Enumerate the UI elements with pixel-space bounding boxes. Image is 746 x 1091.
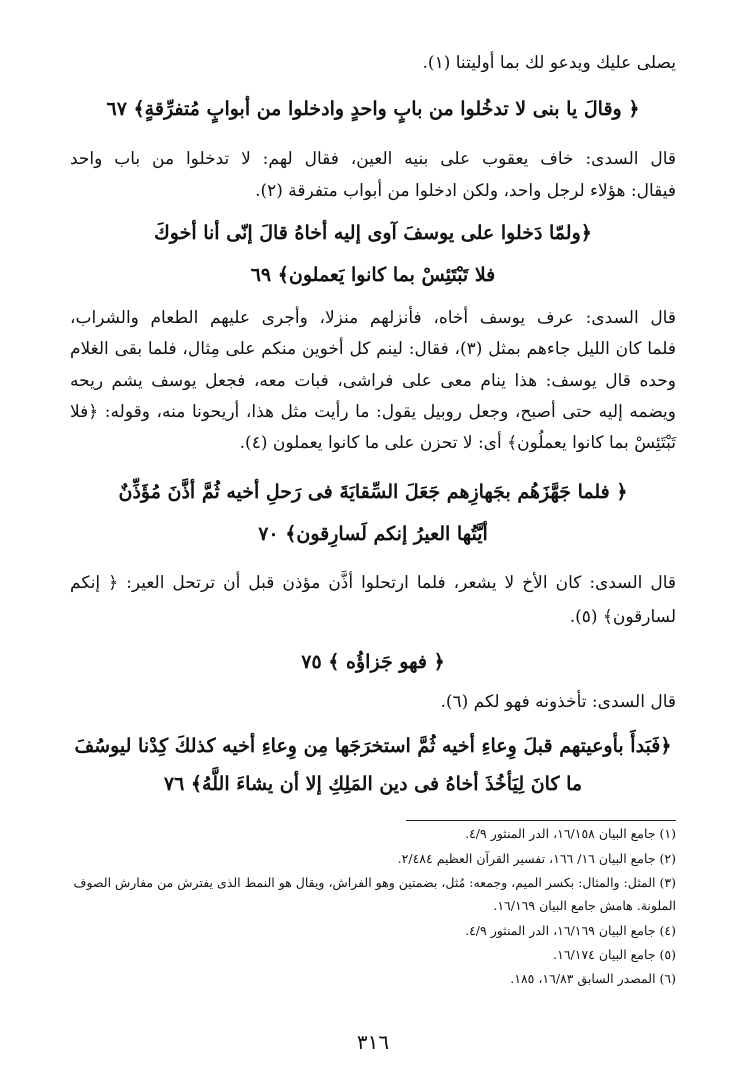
text-line: ويضمه إليه حتى أصبح، وجعل روبيل يقول: ما رأيت مثل هذا، أريحونا منه، وقوله: ﴿فلا xyxy=(70,402,676,422)
verse-69-line-1: ﴿ولمّا دَخلوا على يوسفَ آوى إليه أخاهُ قالَ إنّى أنا أخوكَ xyxy=(154,222,592,244)
text-line: فلما كان الليل جاءهم بمثل (٣)، فقال: لينم كل أخوين منكم على مِثال، فلما بقى الغلام xyxy=(70,339,676,359)
verse-67: ﴿ وقالَ يا بنى لا تدخُلوا من بابٍ واحدٍ وادخلوا من أبوابٍ مُتفرِّقةٍ﴾ ٦٧ xyxy=(106,98,640,120)
text-line: قال السدى: تأخذونه فهو لكم (٦). xyxy=(440,692,676,712)
footnote-6: (٦) المصدر السابق ١٦/٨٣، ١٨٥. xyxy=(510,971,676,986)
verse-75: ﴿ فهو جَزاؤُه ﴾ ٧٥ xyxy=(301,651,445,673)
verse-70-line-1: ﴿ فلما جَهَّزَهُم بجَهازِهم جَعَلَ السِّقايَةَ فى رَحلِ أخيه ثُمَّ أذَّنَ مُؤَذِّنٌ xyxy=(118,481,628,503)
text-line: قال السدى: عرف يوسف أخاه، فأنزلهم منزلا، وأجرى عليهم الطعام والشراب، xyxy=(70,308,676,328)
text-line: يصلى عليك ويدعو لك بما أوليتنا (١). xyxy=(422,53,676,73)
text-line: تَبْتَئِسْ بما كانوا يعملُون﴾ أى: لا تحزن على ما كانوا يعملون (٤). xyxy=(239,433,676,453)
verse-76-line-1: ﴿فَبَدأَ بأوعيتهم قبلَ وِعاءِ أخيه ثُمَّ استخرَجَها مِن وِعاءِ أخيه كذلكَ كِدْنا ليوسُفَ xyxy=(74,735,672,757)
page-number: ٣١٦ xyxy=(356,1030,390,1054)
footnote-3-continued: الملونة. هامش جامع البيان ١٦/١٦٩. xyxy=(493,898,676,913)
text-line: وحده قال يوسف: هذا ينام معى على فراشى، فبات معه، فجعل يوسف يشم ريحه xyxy=(70,371,676,391)
footnote-2: (٢) جامع البيان ١٦/ ١٦٦، تفسير القرآن العظيم ٢/٤٨٤. xyxy=(397,851,676,866)
verse-70-line-2: أيَّتُها العيرُ إنكم لَسارِقون﴾ ٧٠ xyxy=(258,523,488,545)
footnote-3: (٣) المثل: والمثال: بكسر الميم، وجمعه: مُثل، بضمتين وهو الفراش، ويقال هو النمط الذى يفترش من مفارش الصوف xyxy=(73,875,676,890)
verse-69-line-2: فلا تَبْتَئِسْ بما كانوا يَعملون﴾ ٦٩ xyxy=(250,264,496,286)
text-line: لسارقون﴾ (٥). xyxy=(569,607,676,627)
text-line: فيقال: هؤلاء لرجل واحد، ولكن ادخلوا من أبواب متفرقة (٢). xyxy=(255,181,676,201)
text-line: قال السدى: خاف يعقوب على بنيه العين، فقال لهم: لا تدخلوا من باب واحد xyxy=(70,149,676,169)
footnote-5: (٥) جامع البيان ١٦/١٧٤. xyxy=(553,947,676,962)
footnote-divider xyxy=(406,820,676,821)
footnote-1: (١) جامع البيان ١٦/١٥٨، الدر المنثور ٤/٩. xyxy=(465,826,676,841)
text-line: قال السدى: كان الأخ لا يشعر، فلما ارتحلوا أذَّن مؤذن قبل أن ترتحل العير: ﴿ إنكم xyxy=(70,573,676,593)
footnote-4: (٤) جامع البيان ١٦/١٦٩، الدر المنثور ٤/٩. xyxy=(465,923,676,938)
verse-76-line-2: ما كانَ لِيَأخُذَ أخاهُ فى دين المَلِكِ إلا أن يشاءَ اللَّهُ﴾ ٧٦ xyxy=(163,773,583,795)
